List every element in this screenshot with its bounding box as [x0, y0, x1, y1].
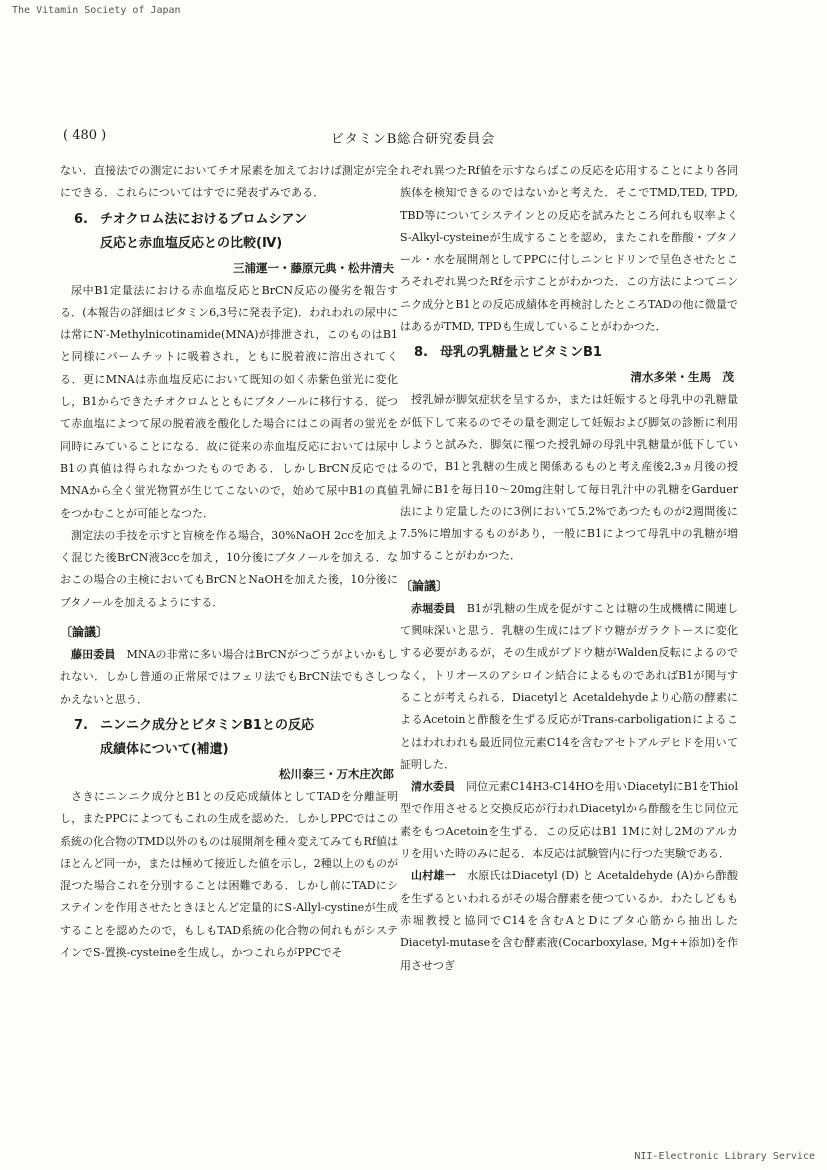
section-title-line1: チオクロム法におけるブロムシアン — [100, 211, 307, 227]
section-6-heading — [60, 208, 398, 256]
discussion-text: 水原氏はDiacetyl (D) と Acetaldehyde (A)から酢酸を生ずるといわれるがその場合酵素を使つているか．わたしどもも赤堀教授と協同でC14を含むAとDにブタ心筋から抽出したDiacetyl-mutaseを含む酵素液(Cocarboxylase, Mg++添加)を作用させつぎ — [400, 869, 738, 972]
section-number: 6. — [74, 211, 88, 227]
running-title: ビタミンB総合研究委員会 — [330, 132, 496, 147]
speaker-name: 山村雄一 — [411, 869, 456, 883]
discussion-entry — [400, 865, 738, 976]
paragraph: さきにニンニク成分とB1との反応成績体としてTADを分離証明し，またPPCによつてもこれの生成を認めた．しかしPPCではこの系統の化合物のTMD以外のものは展開剤を種々変えてみてもRf値はほとんど同一か，または極めて接近した値を示し，2種以上のものが混つた場合これを分別することは困難である．しかし前にTADにシステインを作用させたときほとんど定量的にS-Allyl-cystineが生成することを認めたので，もしもTAD系統の化合物の何れもがシステインでS-置換-cysteineを生成し，かつこれらがPPCでそ — [60, 789, 398, 960]
page-header — [63, 128, 763, 148]
paragraph: 測定法の手技を示すと盲検を作る場合，30%NaOH 2ccを加えよく混じた後BrCN液3ccを加え，10分後にブタノールを加える．なおこの場合の主検においてもBrCNとNaOHを加えた後，10分後にブタノールを加えるようにする． — [60, 528, 398, 609]
watermark-bottom: NII-Electronic Library Service — [634, 1151, 815, 1162]
section-7-heading — [60, 714, 398, 762]
discussion-heading: 〔論議〕 — [60, 625, 109, 640]
paragraph: 尿中B1定量法における赤血塩反応とBrCN反応の優劣を報告する．(本報告の詳細はビタミン6,3号に発表予定)．われわれの尿中には常にN′-Methylnicotinamide(MNA)が排泄され，このものはB1と同様にパームチットに吸着され，ともに脱着液に溶出されてくる．更にMNAは赤血塩反応において既知の如く赤紫色蛍光に変化し，B1からできたチオクロムとともにブタノールに移行する．従つて赤血塩によつて尿の脱着液を酸化した場合にはこの両者の蛍光を同時にみていることになる．故に従来の赤血塩反応においては尿中B1の真値は得られなかつたものである．しかしBrCN反応ではMNAから全く蛍光物質が生じてこないので，始めて尿中B1の真値をつかむことが可能となつた． — [60, 283, 398, 520]
speaker-name: 藤田委員 — [71, 648, 116, 662]
paragraph: ない．直接法での測定においてチオ尿素を加えておけば測定が完全にできる．これらについてはすでに発表ずみである． — [60, 164, 398, 200]
section-6-authors: 三浦運一・藤原元典・松井清夫 — [233, 260, 394, 275]
section-7-authors: 松川泰三・万木庄次郎 — [279, 766, 394, 781]
paragraph: 授乳婦が脚気症状を呈するか，または妊娠すると母乳中の乳糖量が低下して来るのでその量を測定して妊娠および脚気の診断に利用しようと試みた．脚気に罹つた授乳婦の母乳中乳糖量が低下しているので，B1と乳糖の生成と関係あるものと考え産後2,3ヵ月後の授乳婦にB1を毎日10～20mg注射して毎日乳汁中の乳糖をGarduer法により定量したのに3例において5.2%であつたものが2週間後に7.5%に増加するものがあり，一般にB1によつて母乳中の乳糖が増加することがわかつた． — [400, 393, 738, 563]
discussion-text: MNAの非常に多い場合はBrCNがつごうがよいかもしれない．しかし普通の正常尿ではフェリ法でもBrCN法でもさしつかえないと思う． — [60, 648, 399, 706]
page-number: ( 480 ) — [63, 128, 107, 143]
discussion-text: B1が乳糖の生成を促がすことは糖の生成機構に関連して興味深いと思う．乳糖の生成にはブドウ糖がガラクトースに変化する必要があるが，その生成がブドウ糖がWalden反転によるのでなく，トリオースのアシロイン結合によるものであればB1が関与することが考えられる．Diacetylと Acetaldehydeより心筋の酵素によるAcetoinと酢酸を生ずる反応がTrans-carboligationによることはわれわれも最近同位元素C14を含むアセトアルデヒドを用いて証明した． — [400, 601, 738, 771]
paragraph: れぞれ異つたRf値を示すならばこの反応を応用することにより各同族体を検知できるのではないかと考えた．そこでTMD,TED, TPD, TBD等についてシステインとの反応を試みたところ何れも収率よくS-Alkyl-cysteineが生成することを認め，またこれを酢酸・ブタノール・水を展開剤としてPPCに付しニンヒドリンで呈色させたところそれぞれ異つたRfを示すことがわかつた．この方法によつてニンニク成分とB1との反応成績体を再検討したところTADの他に微量ではあるがTMD, TPDも生成していることがわかつた． — [400, 164, 738, 334]
discussion-entry — [60, 644, 398, 711]
section-title-line1: 母乳の乳糖量とビタミンB1 — [440, 345, 602, 361]
watermark-top: The Vitamin Society of Japan — [12, 5, 181, 16]
section-8-authors: 清水多栄・生馬 茂 — [630, 370, 734, 385]
left-column — [60, 160, 398, 964]
section-title-line1: ニンニク成分とビタミンB1との反応 — [100, 717, 314, 733]
discussion-text: 同位元素C14H3-C14HOを用いDiacetylにB1をThiol型で作用させると交換反応が行われDiacetylから酢酸を生じ同位元素をもつAcetoinを生ずる．この反応はB1 1Mに対し2Mのアルカリを用いた時のみに起る．本反応は試験管内に行つた実験である． — [400, 780, 739, 861]
discussion-entry — [400, 598, 738, 776]
section-title-line2: 成績体について(補遺) — [100, 741, 229, 757]
section-number: 8. — [414, 345, 428, 361]
right-column — [400, 160, 738, 977]
discussion-heading: 〔論議〕 — [400, 578, 449, 593]
section-8-heading — [400, 341, 738, 365]
speaker-name: 赤堀委員 — [411, 601, 456, 615]
section-title-line2: 反応と赤血塩反応との比較(Ⅳ) — [100, 235, 283, 251]
speaker-name: 清水委員 — [411, 780, 456, 794]
section-number: 7. — [74, 717, 88, 733]
discussion-entry — [400, 776, 738, 865]
